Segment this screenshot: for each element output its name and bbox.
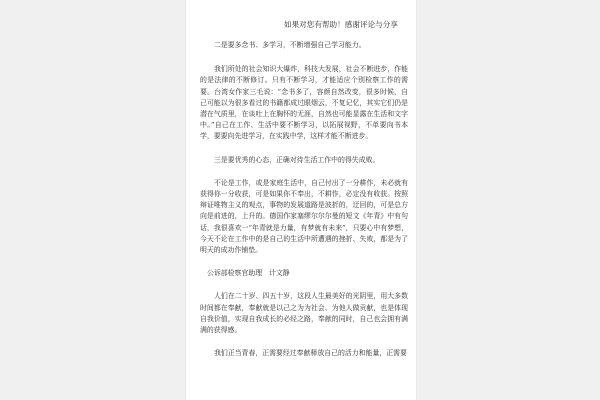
paragraph-gap [200, 166, 408, 178]
paragraph-mindset: 不论是工作，或是家庭生活中，自己付出了一分耕作，未必就有获得你一分收获，可是如果你不奉出，不耕作，必定没有收获。按照辩证唯物主义的观点，事物的发展道路是波折的，迂回的，可是总方向是前进的，上升的。德国作家塞缪尔尔尔曼的短文《年青》中有句话，我很喜欢一“年青就是力量，有梦就有未来”，只要心中有梦想，今天不论在工作中的是自己的生活中所遭遇的挫折、失败，都是为了明天的成功作铺垫。 [200, 178, 408, 255]
page-header: 如果对您有帮助！感谢评论与分享 [284, 20, 398, 29]
paragraph-youth: 我们正当青春，正需要经过奉献释放自己的活力和能量，正需要 [214, 349, 407, 358]
document-body [200, 40, 408, 359]
author-signature: 公诉部检察官助理 计文静 [207, 269, 290, 278]
paragraph-gap [200, 279, 408, 291]
paragraph-gap [200, 51, 408, 64]
paragraph-gap [200, 336, 408, 348]
paragraph-learning: 我们所处的社会知识大爆炸，科技大发展，社会不断进步，作能的是法律的不断修订。只有不断学习，才能适应个别检察工作的需要。台湾女作家三毛说：“念书多了，容颜自然改变，很多时候，自己可能以为很多看过的书籍都成过眼烟云，不复记忆，其实它们仍是潜在气质里，在谈吐上在胸怀的无涯，自然也可能显露在生活和文字中。”自己在工作、生活中要不断学习，以拓展视野，不单要向书本学，要要向先进学习，在实践中学，这样才能不断进步。 [200, 65, 408, 141]
document-page [186, 0, 416, 400]
paragraph-gap [200, 143, 408, 155]
paragraph-dedication: 人们在二十岁、四五十岁，这段人生最美好的光阴里，用大多数时间都在奉献，奉献就是以己之为为社会、为他人做贡献，也是体现自我价值，实现自我成长的必经之路，奉献的同时，自己也会拥有满满的获得感。 [200, 292, 408, 335]
section-heading-3: 三是要优秀的心态，正确对待生活工作中的得失成败。 [214, 155, 380, 164]
paragraph-gap [200, 256, 408, 268]
section-heading-2: 二是要多念书、多学习，不断增强自己学习能力。 [214, 41, 366, 49]
